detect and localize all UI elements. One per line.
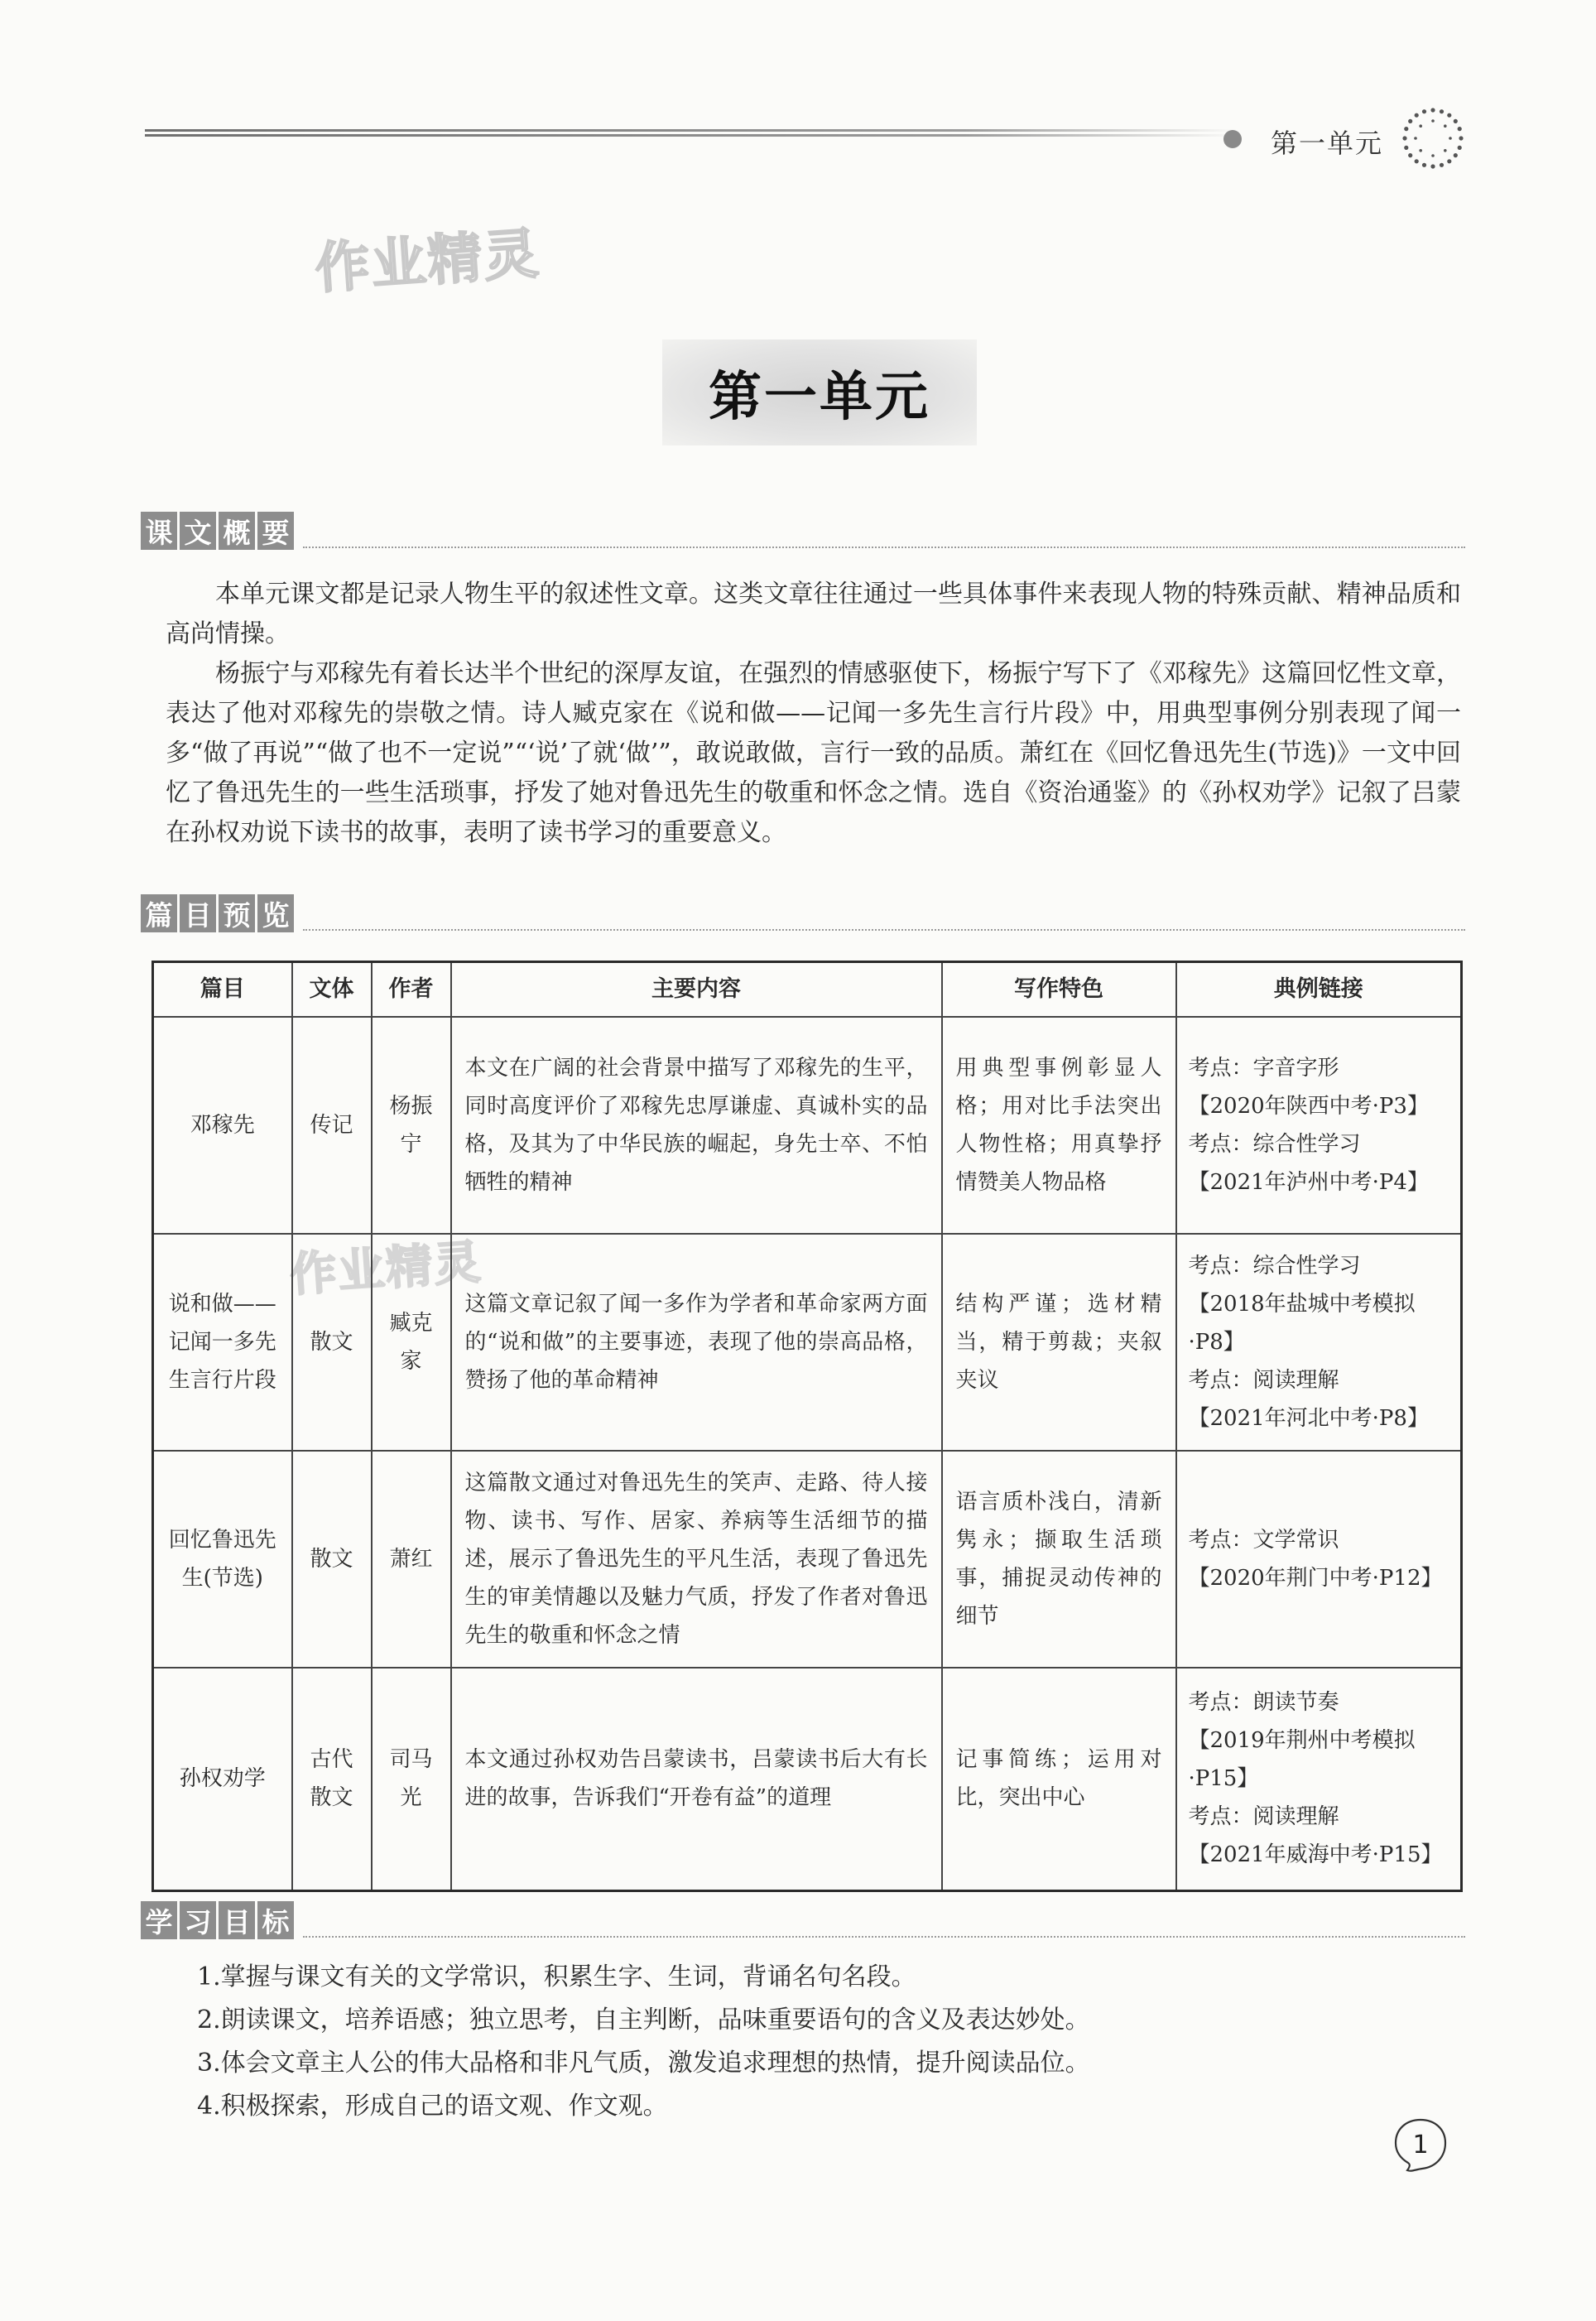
table-row — [153, 1017, 1462, 1234]
section-heading-preview — [141, 894, 1465, 937]
dotted-divider — [303, 929, 1465, 931]
column-header: 作者 — [372, 962, 451, 1018]
link-line: 考点：字音字形 — [1188, 1056, 1339, 1081]
cell-title: 孙权劝学 — [153, 1668, 292, 1890]
heading-char: 概 — [219, 512, 255, 550]
link-line: 考点：朗读节奏 — [1188, 1690, 1339, 1716]
table-row — [153, 1668, 1462, 1890]
goals-list — [197, 1956, 1090, 2128]
link-line: 【2018年盐城中考模拟·P8】 — [1188, 1292, 1416, 1355]
cell-features: 记事简练；运用对比，突出中心 — [942, 1668, 1176, 1890]
header-rule — [145, 129, 1238, 141]
link-line: 【2019年荆州中考模拟·P15】 — [1188, 1728, 1416, 1792]
section-heading-overview — [141, 512, 1465, 555]
overview-paragraph: 杨振宁与邓稼先有着长达半个世纪的深厚友谊，在强烈的情感驱使下，杨振宁写下了《邓稼先》这篇回忆性文章，表达了他对邓稼先的崇敬之情。诗人臧克家在《说和做——记闻一多先生言行片段》中，用典型事例分别表现了闻一多“做了再说”“做了也不一定说”“‘说’了就‘做’”，敢说敢做，言行一致的品质。萧红在《回忆鲁迅先生(节选)》一文中回忆了鲁迅先生的一些生活琐事，抒发了她对鲁迅先生的敬重和怀念之情。选自《资治通鉴》的《孙权劝学》记叙了吕蒙在孙权劝说下读书的故事，表明了读书学习的重要意义。 — [166, 659, 1461, 847]
watermark-logo-table: 作业精灵 — [288, 1235, 484, 1303]
column-header: 文体 — [292, 962, 372, 1018]
overview-text — [166, 575, 1461, 853]
cell-author: 萧红 — [372, 1451, 451, 1668]
cell-content: 本文在广阔的社会背景中描写了邓稼先的生平，同时高度评价了邓稼先忠厚谦虚、真诚朴实的品格，及其为了中华民族的崛起，身先士卒、不怕牺牲的精神 — [451, 1017, 942, 1234]
cell-content: 这篇文章记叙了闻一多作为学者和革命家两方面的“说和做”的主要事迹，表现了他的崇高品格，赞扬了他的革命精神 — [451, 1234, 942, 1451]
cell-genre: 传记 — [292, 1017, 372, 1234]
heading-char: 目 — [180, 894, 216, 932]
dotted-ring-icon — [1399, 104, 1467, 172]
cell-links — [1176, 1451, 1462, 1668]
goal-item: 1.掌握与课文有关的文学常识，积累生字、生词，背诵名句名段。 — [197, 1962, 916, 1991]
cell-title: 邓稼先 — [153, 1017, 292, 1234]
link-line: 考点：文学常识 — [1188, 1528, 1339, 1553]
cell-features: 语言质朴浅白，清新隽永；撷取生活琐事，捕捉灵动传神的细节 — [942, 1451, 1176, 1668]
heading-char: 标 — [257, 1901, 294, 1939]
section-heading-goals — [141, 1901, 1465, 1944]
table-header-row — [153, 962, 1462, 1018]
overview-paragraph: 本单元课文都是记录人物生平的叙述性文章。这类文章往往通过一些具体事件来表现人物的特殊贡献、精神品质和高尚情操。 — [166, 580, 1461, 648]
link-line: 考点：综合性学习 — [1188, 1254, 1361, 1278]
table-row — [153, 1234, 1462, 1451]
header-bullet-icon — [1223, 130, 1242, 148]
cell-title: 说和做——记闻一多先生言行片段 — [153, 1234, 292, 1451]
cell-content: 本文通过孙权劝告吕蒙读书，吕蒙读书后大有长进的故事，告诉我们“开卷有益”的道理 — [451, 1668, 942, 1890]
link-line: 考点：阅读理解 — [1188, 1804, 1339, 1830]
heading-char: 预 — [219, 894, 255, 932]
goal-item: 2.朗读课文，培养语感；独立思考，自主判断，品味重要语句的含义及表达妙处。 — [197, 2006, 1090, 2034]
link-line: 考点：阅读理解 — [1188, 1368, 1339, 1393]
unit-title: 第一单元 — [662, 339, 977, 445]
heading-char: 要 — [257, 512, 294, 550]
heading-char: 目 — [219, 1901, 255, 1939]
header-unit-label: 第一单元 — [1271, 128, 1384, 159]
cell-author: 臧克家 — [372, 1234, 451, 1451]
heading-char: 文 — [180, 512, 216, 550]
page-number: 1 — [1412, 2130, 1429, 2160]
cell-title: 回忆鲁迅先生(节选) — [153, 1451, 292, 1668]
cell-author: 司马光 — [372, 1668, 451, 1890]
cell-genre: 散文 — [292, 1234, 372, 1451]
cell-genre: 古代散文 — [292, 1668, 372, 1890]
cell-features: 用典型事例彰显人格；用对比手法突出人物性格；用真挚抒情赞美人物品格 — [942, 1017, 1176, 1234]
link-line: 【2021年威海中考·P15】 — [1188, 1842, 1443, 1868]
cell-content: 这篇散文通过对鲁迅先生的笑声、走路、待人接物、读书、写作、居家、养病等生活细节的描述，展示了鲁迅先生的平凡生活，表现了鲁迅先生的审美情趣以及魅力气质，抒发了作者对鲁迅先生的敬重和怀念之情 — [451, 1451, 942, 1668]
column-header: 写作特色 — [942, 962, 1176, 1018]
cell-author: 杨振宁 — [372, 1017, 451, 1234]
link-line: 【2021年泸州中考·P4】 — [1188, 1170, 1429, 1195]
dotted-divider — [303, 1936, 1465, 1938]
link-line: 【2020年陕西中考·P3】 — [1188, 1094, 1429, 1119]
page-number-badge — [1393, 2117, 1448, 2172]
link-line: 【2021年河北中考·P8】 — [1188, 1406, 1429, 1431]
goal-item: 3.体会文章主人公的伟大品格和非凡气质，激发追求理想的热情，提升阅读品位。 — [197, 2049, 1090, 2078]
link-line: 考点：综合性学习 — [1188, 1132, 1361, 1157]
table-row — [153, 1451, 1462, 1668]
heading-char: 习 — [180, 1901, 216, 1939]
cell-links — [1176, 1668, 1462, 1890]
heading-char: 学 — [141, 1901, 177, 1939]
column-header: 主要内容 — [451, 962, 942, 1018]
column-header: 典例链接 — [1176, 962, 1462, 1018]
cell-genre: 散文 — [292, 1451, 372, 1668]
heading-char: 篇 — [141, 894, 177, 932]
cell-links — [1176, 1017, 1462, 1234]
lesson-preview-table — [151, 961, 1463, 1892]
column-header: 篇目 — [153, 962, 292, 1018]
watermark-logo: 作业精灵 — [313, 221, 542, 301]
link-line: 【2020年荆门中考·P12】 — [1188, 1566, 1443, 1591]
heading-char: 览 — [257, 894, 294, 932]
cell-features: 结构严谨；选材精当，精于剪裁；夹叙夹议 — [942, 1234, 1176, 1451]
cell-links — [1176, 1234, 1462, 1451]
heading-char: 课 — [141, 512, 177, 550]
dotted-divider — [303, 547, 1465, 548]
goal-item: 4.积极探索，形成自己的语文观、作文观。 — [197, 2092, 668, 2121]
